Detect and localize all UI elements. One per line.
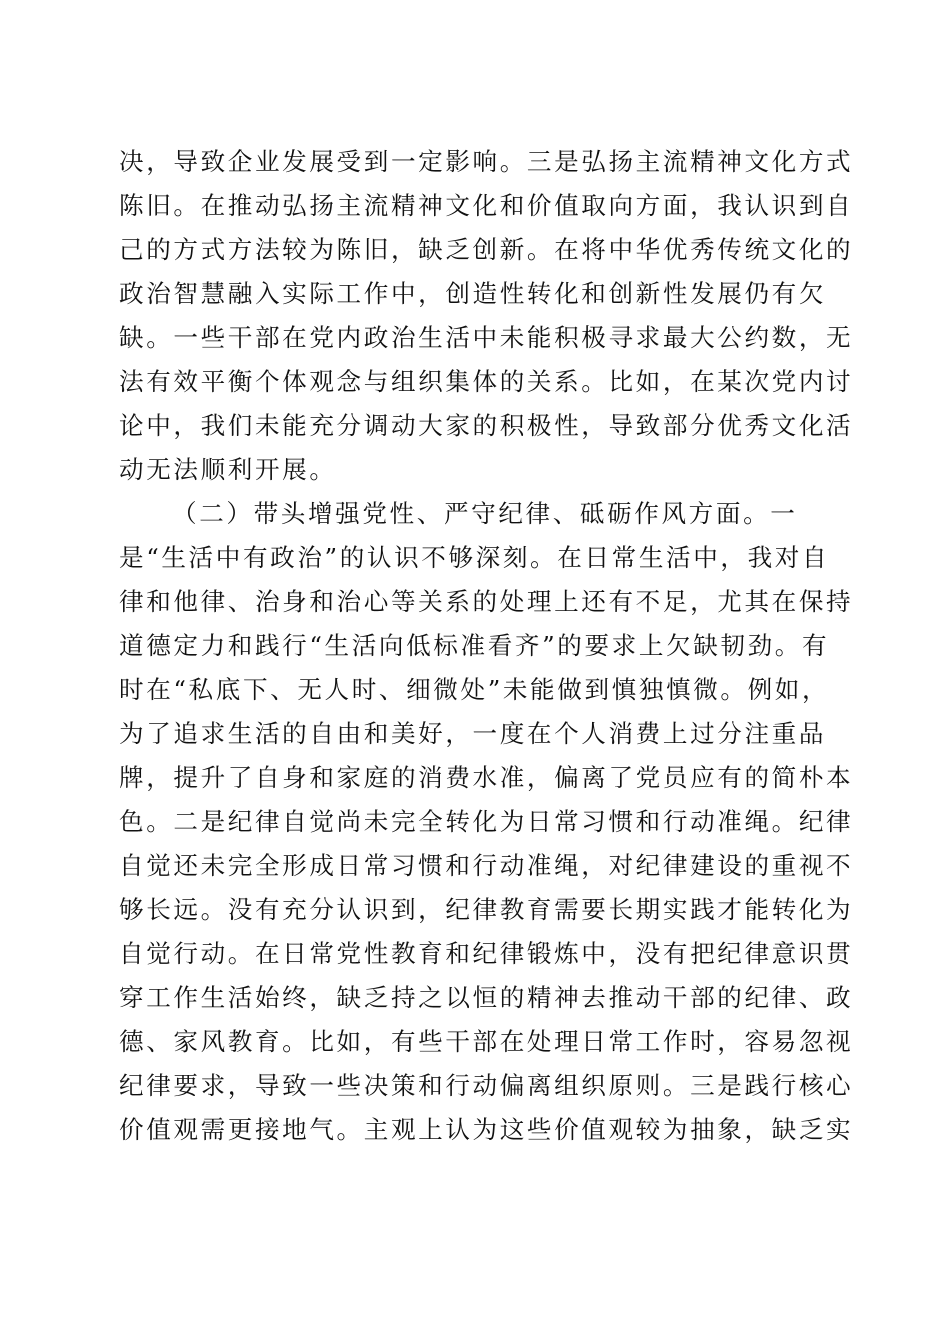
text-line: 动无法顺利开展。 xyxy=(119,455,337,484)
text-line: 牌，提升了自身和家庭的消费水准，偏离了党员应有的简朴本 xyxy=(119,763,854,792)
text-line: 律和他律、治身和治心等关系的处理上还有不足，尤其在保持 xyxy=(119,587,854,616)
text-line: 法有效平衡个体观念与组织集体的关系。比如，在某次党内讨 xyxy=(119,367,854,396)
text-line: 时在“私底下、无人时、细微处”未能做到慎独慎微。例如， xyxy=(119,675,830,704)
text-line: 够长远。没有充分认识到，纪律教育需要长期实践才能转化为 xyxy=(119,895,854,924)
text-line: 缺。一些干部在党内政治生活中未能积极寻求最大公约数，无 xyxy=(119,323,854,352)
text-line: 己的方式方法较为陈旧，缺乏创新。在将中华优秀传统文化的 xyxy=(119,235,854,264)
text-line: 政治智慧融入实际工作中，创造性转化和创新性发展仍有欠 xyxy=(119,279,827,308)
text-line: 自觉还未完全形成日常习惯和行动准绳，对纪律建设的重视不 xyxy=(119,851,854,880)
section-heading-line: （二）带头增强党性、严守纪律、砥砺作风方面。一 xyxy=(172,499,798,528)
text-line: 价值观需更接地气。主观上认为这些价值观较为抽象，缺乏实 xyxy=(119,1115,854,1144)
text-line: 穿工作生活始终，缺乏持之以恒的精神去推动干部的纪律、政 xyxy=(119,983,854,1012)
text-line: 论中，我们未能充分调动大家的积极性，导致部分优秀文化活 xyxy=(119,411,854,440)
text-line: 为了追求生活的自由和美好，一度在个人消费上过分注重品 xyxy=(119,719,827,748)
text-line: 是“生活中有政治”的认识不够深刻。在日常生活中，我对自 xyxy=(119,543,830,572)
text-line: 自觉行动。在日常党性教育和纪律锻炼中，没有把纪律意识贯 xyxy=(119,939,854,968)
text-line: 德、家风教育。比如，有些干部在处理日常工作时，容易忽视 xyxy=(119,1027,854,1056)
text-line: 道德定力和践行“生活向低标准看齐”的要求上欠缺韧劲。有 xyxy=(119,631,830,660)
text-line: 纪律要求，导致一些决策和行动偏离组织原则。三是践行核心 xyxy=(119,1071,854,1100)
text-line: 陈旧。在推动弘扬主流精神文化和价值取向方面，我认识到自 xyxy=(119,191,854,220)
text-line: 色。二是纪律自觉尚未完全转化为日常习惯和行动准绳。纪律 xyxy=(119,807,854,836)
text-line: 决，导致企业发展受到一定影响。三是弘扬主流精神文化方式 xyxy=(119,147,854,176)
